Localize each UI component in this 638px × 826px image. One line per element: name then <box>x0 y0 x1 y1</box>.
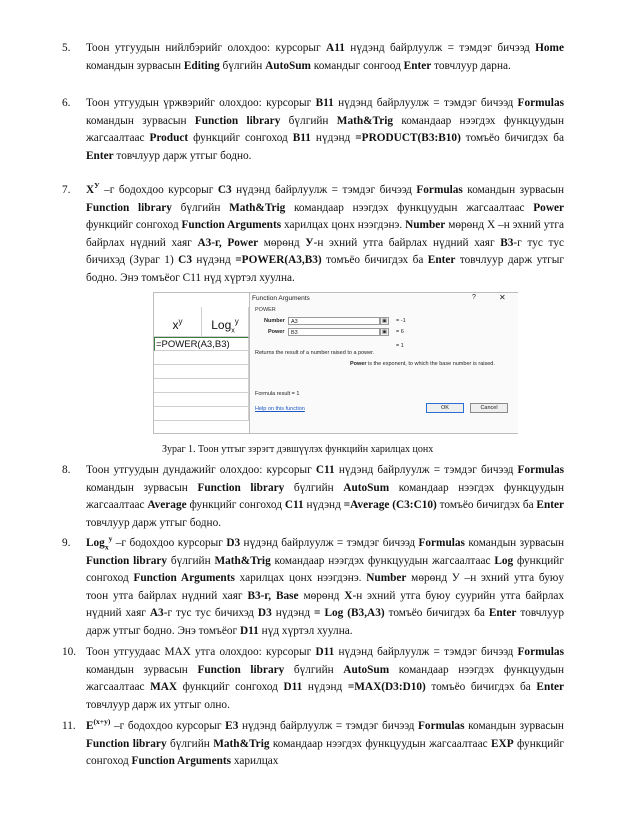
list-item <box>62 95 565 165</box>
item-text: Тоон утгуудын дундажийг олоxдоо: курсорыг C11 нүдэнд байрлуулж = тэмдэг бичээд Formulas командын зурвасын Function library бүлгийн AutoSum командаар нээгдэх функцуудын жагсаалтаас Average функцийг сонгоход C11 нүдэнд =Average (C3:C10) томъёо бичигдэх ба Enter товчлуур дарж утгыг бодно. <box>86 464 565 529</box>
figure-screenshot <box>153 292 518 434</box>
empty-cell-row[interactable] <box>154 365 249 379</box>
item-number: 8. <box>62 464 71 476</box>
list-item <box>62 40 564 75</box>
empty-cell-row[interactable] <box>154 351 249 365</box>
empty-cell-row[interactable] <box>154 379 249 393</box>
range-select-icon[interactable]: ▣ <box>380 317 389 325</box>
number-input[interactable]: A3 <box>288 317 380 325</box>
function-arguments-dialog <box>249 293 518 433</box>
total-result: = 1 <box>396 343 404 349</box>
function-description: Returns the result of a number raised to a power. <box>255 350 375 356</box>
item-number: 7. <box>62 184 71 196</box>
number-label: Number <box>264 318 285 324</box>
figure-caption: Зураг 1. Тоон утгыг зэрэгт дэвшүүлэх функцийн харилцах цонх <box>162 444 434 455</box>
list-item <box>62 644 565 714</box>
item-number: 6. <box>62 97 71 109</box>
cancel-button[interactable]: Cancel <box>470 403 508 413</box>
dialog-title: Function Arguments <box>252 295 310 302</box>
power-input[interactable]: B3 <box>288 328 380 336</box>
item-number: 10. <box>62 646 77 658</box>
power-result: = 6 <box>396 329 404 335</box>
item-number: 11. <box>62 720 76 732</box>
help-on-function-link[interactable]: Help on this function <box>255 406 305 412</box>
item-text: Тоон утгуудын үржвэрийг олоxдоо: курсорыг B11 нүдэнд байрлуулж = тэмдэг бичээд Formulas командын зурвасын Function library бүлгийн Math&Trig командаар нээгдэх функцуудын жагсаалтаас Product функцийг сонгоход B11 нүдэнд =PRODUCT(B3:B10) томъёо бичигдэх ба Enter товчлуур дарж утгыг бодно. <box>86 97 565 162</box>
close-icon[interactable]: ✕ <box>499 293 506 302</box>
empty-cell-row[interactable] <box>154 393 249 407</box>
ok-button[interactable]: OK <box>426 403 464 413</box>
power-label: Power <box>268 329 285 335</box>
header-x-label: x <box>172 318 179 332</box>
list-item <box>62 462 565 532</box>
header-log-label: Log <box>211 318 232 332</box>
item-text: Тоон утгуудаас MAX утга олохдоо: курсорыг D11 нүдэнд байрлуулж = тэмдэг бичээд Formulas командын зурвасын Function library бүлгийн AutoSum командаар нээгдэх функцуудын жагсаалтаас MAX функцийг сонгоход D11 нүдэнд =MAX(D3:D10) томъёо бичигдэх ба Enter товчлуур дарж их утгыг олно. <box>86 646 565 711</box>
item-number: 9. <box>62 537 71 549</box>
header-log-sup: y <box>234 317 239 326</box>
list-item <box>62 717 564 771</box>
item-number: 5. <box>62 42 71 54</box>
active-cell-formula[interactable]: =POWER(A3,B3) <box>154 337 249 351</box>
item-text: Тоон утгуудын нийлбэрийг олоxдоо: курсорыг A11 нүдэнд байрлуулж = тэмдэг бичээд Home командын зурвасын Editing бүлгийн AutoSum командыг сонгоод Enter товчлуур дарна. <box>86 42 564 72</box>
list-item <box>62 534 565 641</box>
header-log-sub: x <box>231 327 235 335</box>
argument-description: is the exponent, to which the base number is raised. <box>368 361 495 367</box>
help-button[interactable]: ? <box>472 294 476 301</box>
list-item <box>62 181 565 288</box>
function-group-label: POWER <box>255 307 276 313</box>
number-result: = -1 <box>396 318 406 324</box>
argument-description-label: Power <box>350 361 367 367</box>
item-text: $X^У$ –г бодохдоо курсорыг C3 нүдэнд байрлуулж = тэмдэг бичээд Formulas командын зурвасын Function library бүлгийн Math&Trig командаар нээгдэх функцуудын жагсаалтаас Power функцийг сонгоход Function Arguments харилцах цонх нээгдэнэ. Number мөрөнд Х –н эхний утга байрлах нүдний хаяг A3-г, Power мөрөнд У-н эхний утга байрлах нүдний хаяг B3-г тус тус бичихэд (Зураг 1) C3 нүдэнд =POWER(A3,B3) томъёо бичигдэх ба Enter товчлуур дарж утгыг бодно. Энэ томъёог C11 нүд хүртэл хуулна. <box>86 181 565 284</box>
item-text: Log$_x^y$ –г бодохдоо курсорыг D3 нүдэнд байрлуулж = тэмдэг бичээд Formulas командын зурвасын Function library бүлгийн Math&Trig командаар нээгдэх функцуудын жагсаалтаас Log функцийг сонгоход Function Arguments харилцах цонх нээгдэнэ. Number мөрөнд У –н эхний утга буюу тоон утга байрлах нүдний хаяг B3-г, Base мөрөнд X-н эхний утга буюу суурийн утга байрлах нүдний хаяг A3-г тус тус бичихэд D3 нүдэнд = Log (B3,A3) томъёо бичигдэх ба Enter товчлуур дарж утгыг бодно. Энэ томъёог D11 нүд хүртэл хуулна. <box>86 534 565 637</box>
spreadsheet-fragment <box>154 293 249 433</box>
formula-result: Formula result = 1 <box>255 391 300 397</box>
header-cell-x-power[interactable] <box>154 307 202 337</box>
header-cell-log[interactable] <box>202 307 249 337</box>
item-text: $E^{(x+y)}$ –г бодохдоо курсорыг E3 нүдэнд байрлуулж = тэмдэг бичээд Formulas командын зурвасын Function library бүлгийн Math&Trig командаар нээгдэх функцуудын жагсаалтаас EXP функцийг сонгоход Function Arguments харилцах <box>86 717 564 768</box>
empty-cell-row[interactable] <box>154 407 249 421</box>
header-x-sup: y <box>178 317 183 326</box>
range-select-icon[interactable]: ▣ <box>380 328 389 336</box>
